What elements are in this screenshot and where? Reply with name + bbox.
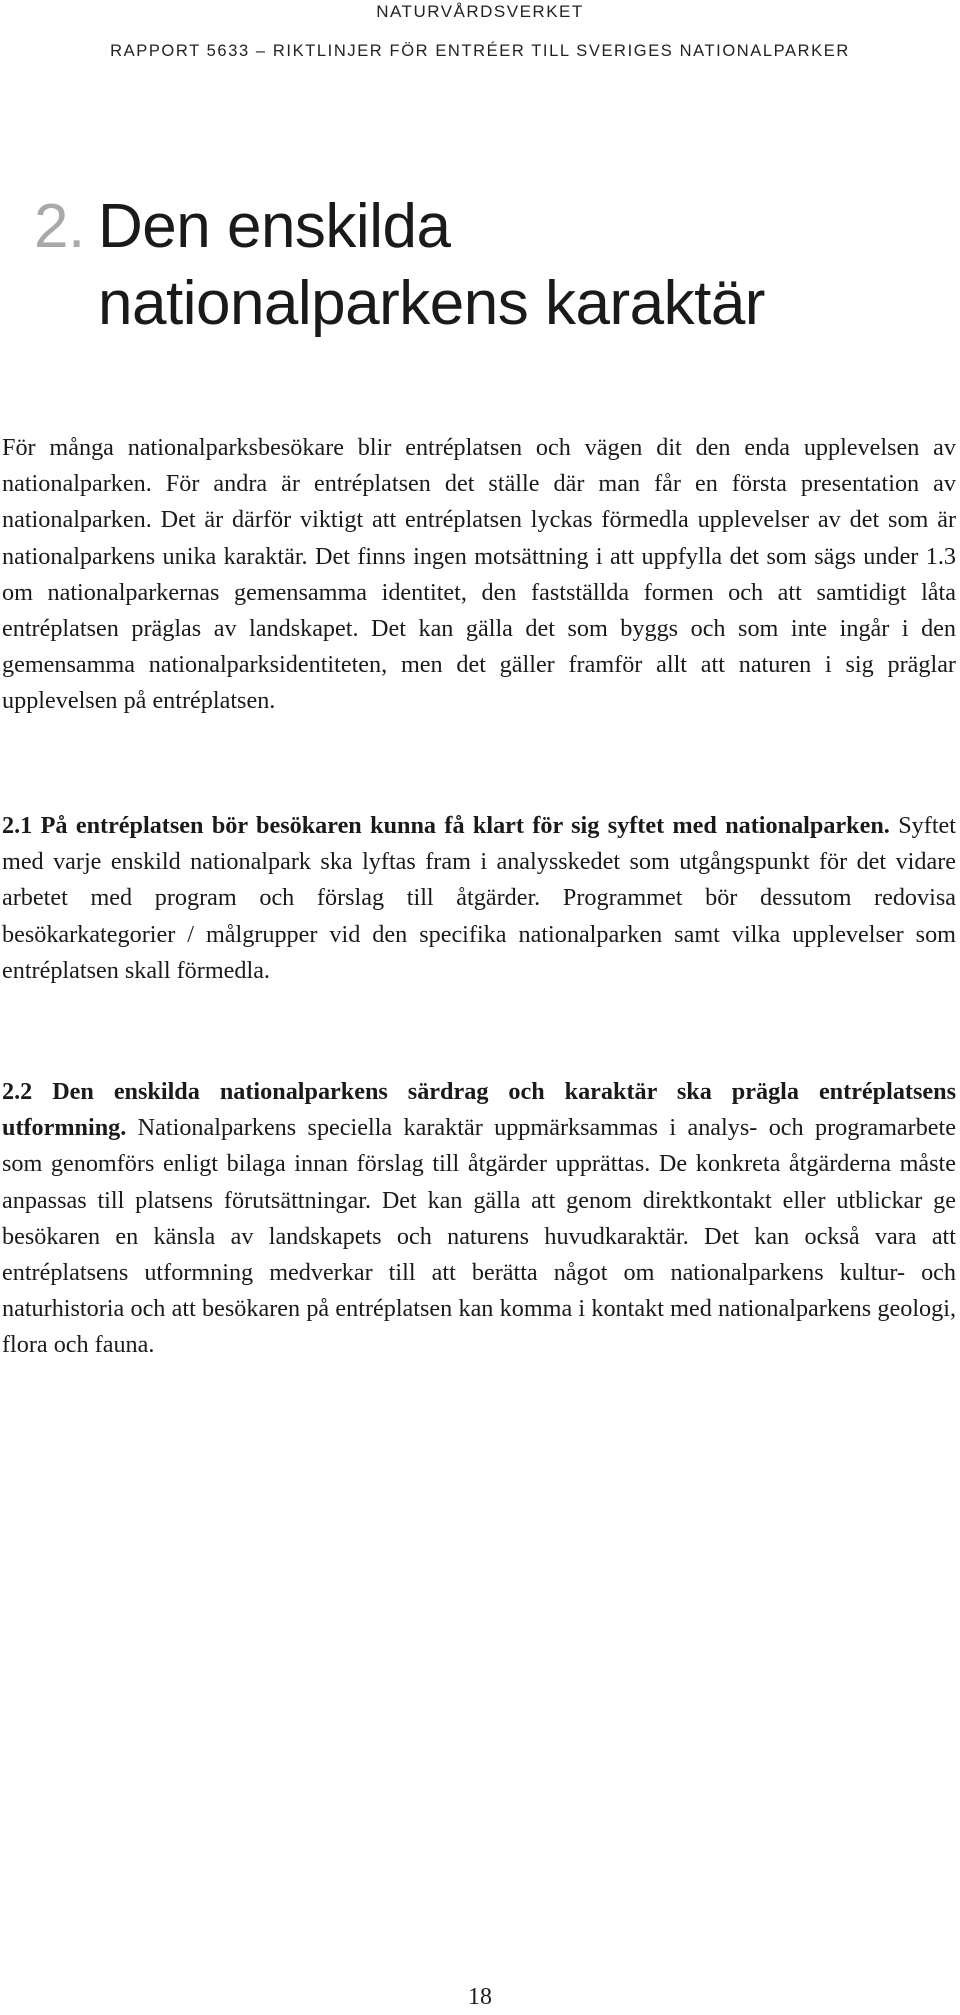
section-2-2-text: Nationalparkens speciella karaktär uppmärksammas i analys- och programarbete som genomförs enligt bilaga innan förslag till åtgärder upprättas. De konkreta åtgärderna måste anpassas till platsens förutsättningar. Det kan gälla att genom direktkontakt eller utblickar ge besökaren en känsla av landskapets och naturens huvudkaraktär. Det kan också vara att entréplatsens utformning medverkar till att berätta något om nationalparkens kultur- och naturhistoria och att besökaren på entréplatsen kan komma i kontakt med nationalparkens geologi, flora och fauna. [2, 1114, 956, 1359]
section-2-2-paragraph [2, 1074, 956, 1364]
chapter-title-line-2: nationalparkens karaktär [98, 269, 765, 338]
chapter-title-line-1: Den enskilda [98, 192, 451, 261]
section-2-2-lead: 2.2 Den enskilda nationalparkens särdrag och karaktär ska prägla entréplatsens utformning. [2, 1078, 956, 1142]
section-2-1-text: Syftet med varje enskild nationalpark ska lyftas fram i analysskedet som utgångspunkt för det vidare arbetet med program och förslag till åtgärder. Programmet bör dessutom redovisa besökarkategorier / målgrupper vid den specifika nationalparken samt vilka upplevelser som entréplatsen skall förmedla. [2, 812, 956, 984]
intro-paragraph: För många nationalparksbesökare blir entréplatsen och vägen dit den enda upplevelsen av nationalparken. För andra är entréplatsen det ställe där man får en första presentation av nationalparken. Det är därför viktigt att entréplatsen lyckas förmedla upplevelser av det som är nationalparkens unika karaktär. Det finns ingen motsättning i att uppfylla det som sägs under 1.3 om nationalparkernas gemensamma identitet, den fastställda formen och att samtidigt låta entréplatsen präglas av landskapet. Det kan gälla det som byggs och som inte ingår i den gemensamma nationalparksidentiteten, men det gäller framför allt att naturen i sig präglar upplevelsen på entréplatsen. [2, 434, 956, 715]
section-2-1-lead: 2.1 På entréplatsen bör besökaren kunna få klart för sig syftet med nationalparken. [2, 812, 890, 839]
chapter-title [34, 188, 914, 342]
organization-name: NATURVÅRDSVERKET [376, 2, 584, 21]
page-number: 18 [468, 1984, 492, 2010]
chapter-number: 2. [34, 192, 85, 261]
report-title: RAPPORT 5633 – RIKTLINJER FÖR ENTRÉER TILL SVERIGES NATIONALPARKER [110, 42, 850, 60]
section-2-1-paragraph [2, 808, 956, 989]
